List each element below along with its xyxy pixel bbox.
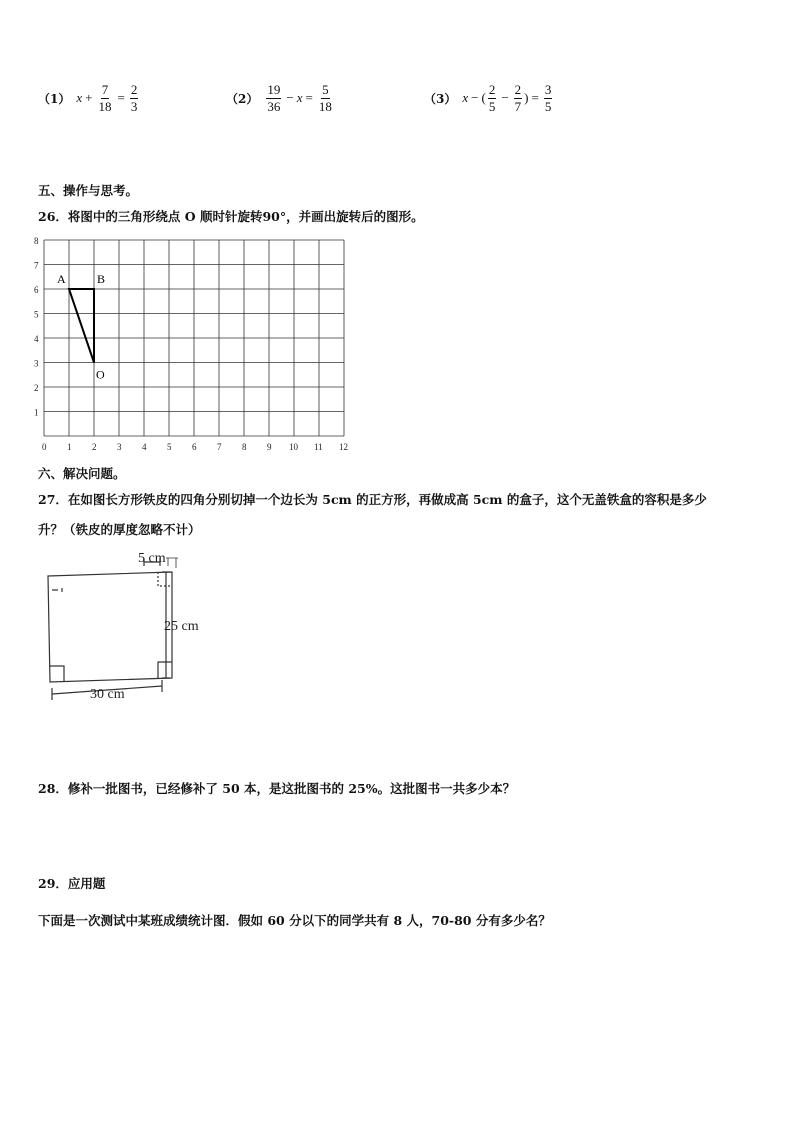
equals-sign: = xyxy=(531,90,539,105)
variable: x xyxy=(76,90,83,105)
y-tick-label: 4 xyxy=(34,334,39,344)
equation-3 xyxy=(424,78,554,118)
corner-cut xyxy=(158,572,172,586)
operator: − xyxy=(286,90,294,105)
equation-number: （3） xyxy=(424,91,457,106)
fraction: $\frac{5}{18}$ xyxy=(318,81,332,114)
x-tick-label: 8 xyxy=(242,442,247,452)
section-title: 六、解决问题。 xyxy=(38,466,126,481)
x-tick-label: 11 xyxy=(314,442,323,452)
x-tick-label: 5 xyxy=(167,442,172,452)
variable: x xyxy=(296,90,303,105)
x-tick-label: 0 xyxy=(42,442,47,452)
point-label-A: A xyxy=(57,272,66,286)
x-tick-label: 2 xyxy=(92,442,97,452)
left-paren: ( xyxy=(481,90,486,105)
x-tick-label: 12 xyxy=(339,442,348,452)
operator: − xyxy=(471,90,479,105)
fraction: $\frac{2}{5}$ xyxy=(488,81,496,114)
equals-sign: = xyxy=(305,90,313,105)
fraction: $\frac{7}{18}$ xyxy=(98,81,112,114)
x-tick-label: 9 xyxy=(267,442,272,452)
height-label: 25 cm xyxy=(164,619,199,634)
y-tick-label: 3 xyxy=(34,358,39,369)
y-tick-label: 6 xyxy=(34,285,39,295)
corner-cut xyxy=(158,662,172,678)
corner-mark xyxy=(52,588,62,592)
fraction: $\frac{3}{5}$ xyxy=(544,81,552,114)
x-tick-label: 6 xyxy=(192,442,197,452)
equation-1 xyxy=(38,78,140,118)
coordinate-grid xyxy=(30,236,360,458)
corner-cut xyxy=(50,666,64,682)
width-label: 30 cm xyxy=(90,687,125,702)
question-28-text: 28．修补一批图书，已经修补了 50 本，是这批图书的 25%。这批图书一共多少本？ xyxy=(38,781,516,796)
equation-number: （1） xyxy=(38,91,71,106)
y-tick-label: 7 xyxy=(34,260,39,271)
x-tick-label: 1 xyxy=(67,442,72,452)
right-paren: ) xyxy=(524,90,529,105)
equation-number: （2） xyxy=(226,91,259,106)
x-tick-label: 7 xyxy=(217,442,222,452)
question-27-text: 升？（铁皮的厚度忽略不计） xyxy=(38,522,201,537)
y-tick-label: 1 xyxy=(34,407,39,418)
x-tick-label: 10 xyxy=(289,442,298,452)
question-29-title: 29．应用题 xyxy=(38,876,106,891)
y-tick-label: 2 xyxy=(34,383,39,393)
equation-2 xyxy=(226,78,335,118)
y-tick-label: 8 xyxy=(34,236,39,246)
operator: + xyxy=(85,90,93,105)
cut-label: 5 cm xyxy=(138,551,166,566)
fraction: $\frac{2}{3}$ xyxy=(130,81,138,114)
rectangle-sheet xyxy=(48,572,172,682)
operator: − xyxy=(501,90,509,105)
sheet-figure xyxy=(40,548,220,708)
x-tick-label: 4 xyxy=(142,442,147,452)
y-tick-label: 5 xyxy=(34,309,39,320)
question-29-text: 下面是一次测试中某班成绩统计图．假如 60 分以下的同学共有 8 人，70-80 分有多少名？ xyxy=(38,913,551,928)
tick xyxy=(166,558,178,568)
fraction: $\frac{2}{7}$ xyxy=(514,81,522,114)
section-title: 五、操作与思考。 xyxy=(38,183,139,198)
point-label-B: B xyxy=(97,272,106,286)
question-26-text: 26．将图中的三角形绕点 O 顺时针旋转90°，并画出旋转后的图形。 xyxy=(38,209,424,224)
question-27-text: 27．在如图长方形铁皮的四角分别切掉一个边长为 5cm 的正方形，再做成高 5cm 的盒子，这个无盖铁盒的容积是多少 xyxy=(38,492,707,507)
variable: x xyxy=(462,90,469,105)
point-label-O: O xyxy=(96,367,105,382)
equals-sign: = xyxy=(117,90,125,105)
fraction: $\frac{19}{36}$ xyxy=(267,81,281,114)
triangle-ABO xyxy=(69,289,94,363)
x-tick-label: 3 xyxy=(117,442,122,452)
